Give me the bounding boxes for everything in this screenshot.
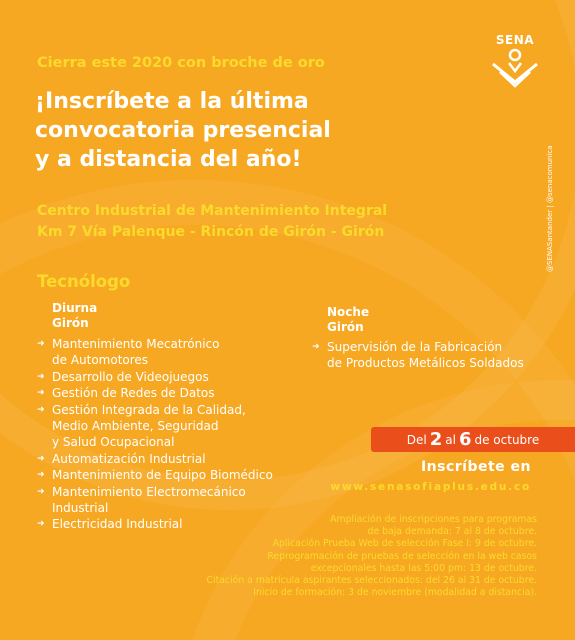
program-line: Industrial	[52, 501, 109, 516]
date-banner	[371, 427, 575, 452]
cta-text: Inscríbete en	[420, 459, 531, 475]
shift-label: Noche	[327, 305, 370, 319]
note-line: Ampliación de inscripciones para programas	[330, 514, 537, 525]
program-line: ➜ Desarrollo de Videojuegos	[52, 369, 209, 384]
program-line: ➜ Mantenimiento Mecatrónico	[52, 337, 220, 351]
city-label: Girón	[52, 316, 89, 330]
note-line: Citación a matrícula aspirantes seleccionados: del 26 al 31 de octubre.	[206, 575, 537, 587]
program-item	[37, 369, 273, 385]
level-title: Tecnólogo	[37, 272, 131, 291]
program-line: ➜ Mantenimiento Electromecánico	[52, 484, 246, 499]
program-item	[37, 484, 273, 517]
program-line: de Productos Metálicos Soldados	[327, 356, 524, 371]
program-line: ➜ Mantenimiento de Equipo Biomédico	[52, 468, 273, 483]
program-line: ➜ Supervisión de la Fabricación	[327, 340, 503, 354]
social-handles: @SENASantander | @senacomunica	[546, 145, 554, 272]
program-item	[37, 402, 273, 451]
program-line: ➜ Automatización Industrial	[52, 451, 206, 466]
program-line: ➜ Gestión Integrada de la Calidad,	[52, 402, 246, 417]
note-line: Inicio de formación: 3 de noviembre (modalidad a distancia).	[253, 587, 537, 599]
kicker-text: Cierra este 2020 con broche de oro	[37, 55, 325, 71]
program-line: de Automotores	[52, 353, 149, 368]
program-item	[37, 385, 273, 401]
date-prefix: Del	[406, 432, 427, 447]
headline-line: ¡Inscríbete a la última	[35, 89, 309, 114]
schedule-notes	[177, 514, 537, 599]
city-label: Girón	[327, 320, 364, 334]
headline-line: convocatoria presencial	[35, 118, 331, 143]
center-address: Km 7 Vía Palenque - Rincón de Girón - Girón	[37, 224, 385, 240]
program-line: ➜ Electricidad Industrial	[52, 517, 183, 532]
note-line: Aplicación Prueba Web de selección Fase I: 9 de octubre.	[272, 538, 537, 550]
center-name: Centro Industrial de Mantenimiento Integral	[37, 203, 388, 219]
program-line: Medio Ambiente, Seguridad	[52, 419, 219, 434]
program-line: y Salud Ocupacional	[52, 435, 175, 450]
program-item	[37, 451, 273, 467]
note-line: de baja demanda: 7 al 8 de octubre.	[367, 526, 537, 538]
shift-label: Diurna	[52, 301, 98, 315]
sena-emblem-icon	[487, 47, 543, 91]
logo-text: SENA	[495, 33, 535, 47]
diurna-header	[52, 301, 97, 331]
date-end: 6	[458, 429, 472, 450]
website-link[interactable]: www.senasofiaplus.edu.co	[330, 481, 531, 493]
program-line: ➜ Gestión de Redes de Datos	[52, 386, 215, 401]
date-mid: al	[445, 432, 456, 447]
date-suffix: de octubre	[474, 432, 540, 447]
note-line: excepcionales hasta las 5:00 pm: 13 de octubre.	[310, 562, 537, 574]
diurna-program-list	[37, 336, 273, 533]
sena-logo	[487, 33, 543, 95]
date-start: 2	[429, 429, 443, 450]
program-item	[37, 336, 273, 369]
noche-header	[327, 305, 369, 335]
note-line: Reprogramación de pruebas de selección en la web casos	[267, 550, 537, 562]
center-info	[37, 201, 387, 243]
headline	[35, 87, 331, 174]
program-item	[312, 339, 524, 372]
noche-program-list	[312, 339, 524, 372]
program-item	[37, 467, 273, 483]
headline-line: y a distancia del año!	[35, 147, 302, 172]
